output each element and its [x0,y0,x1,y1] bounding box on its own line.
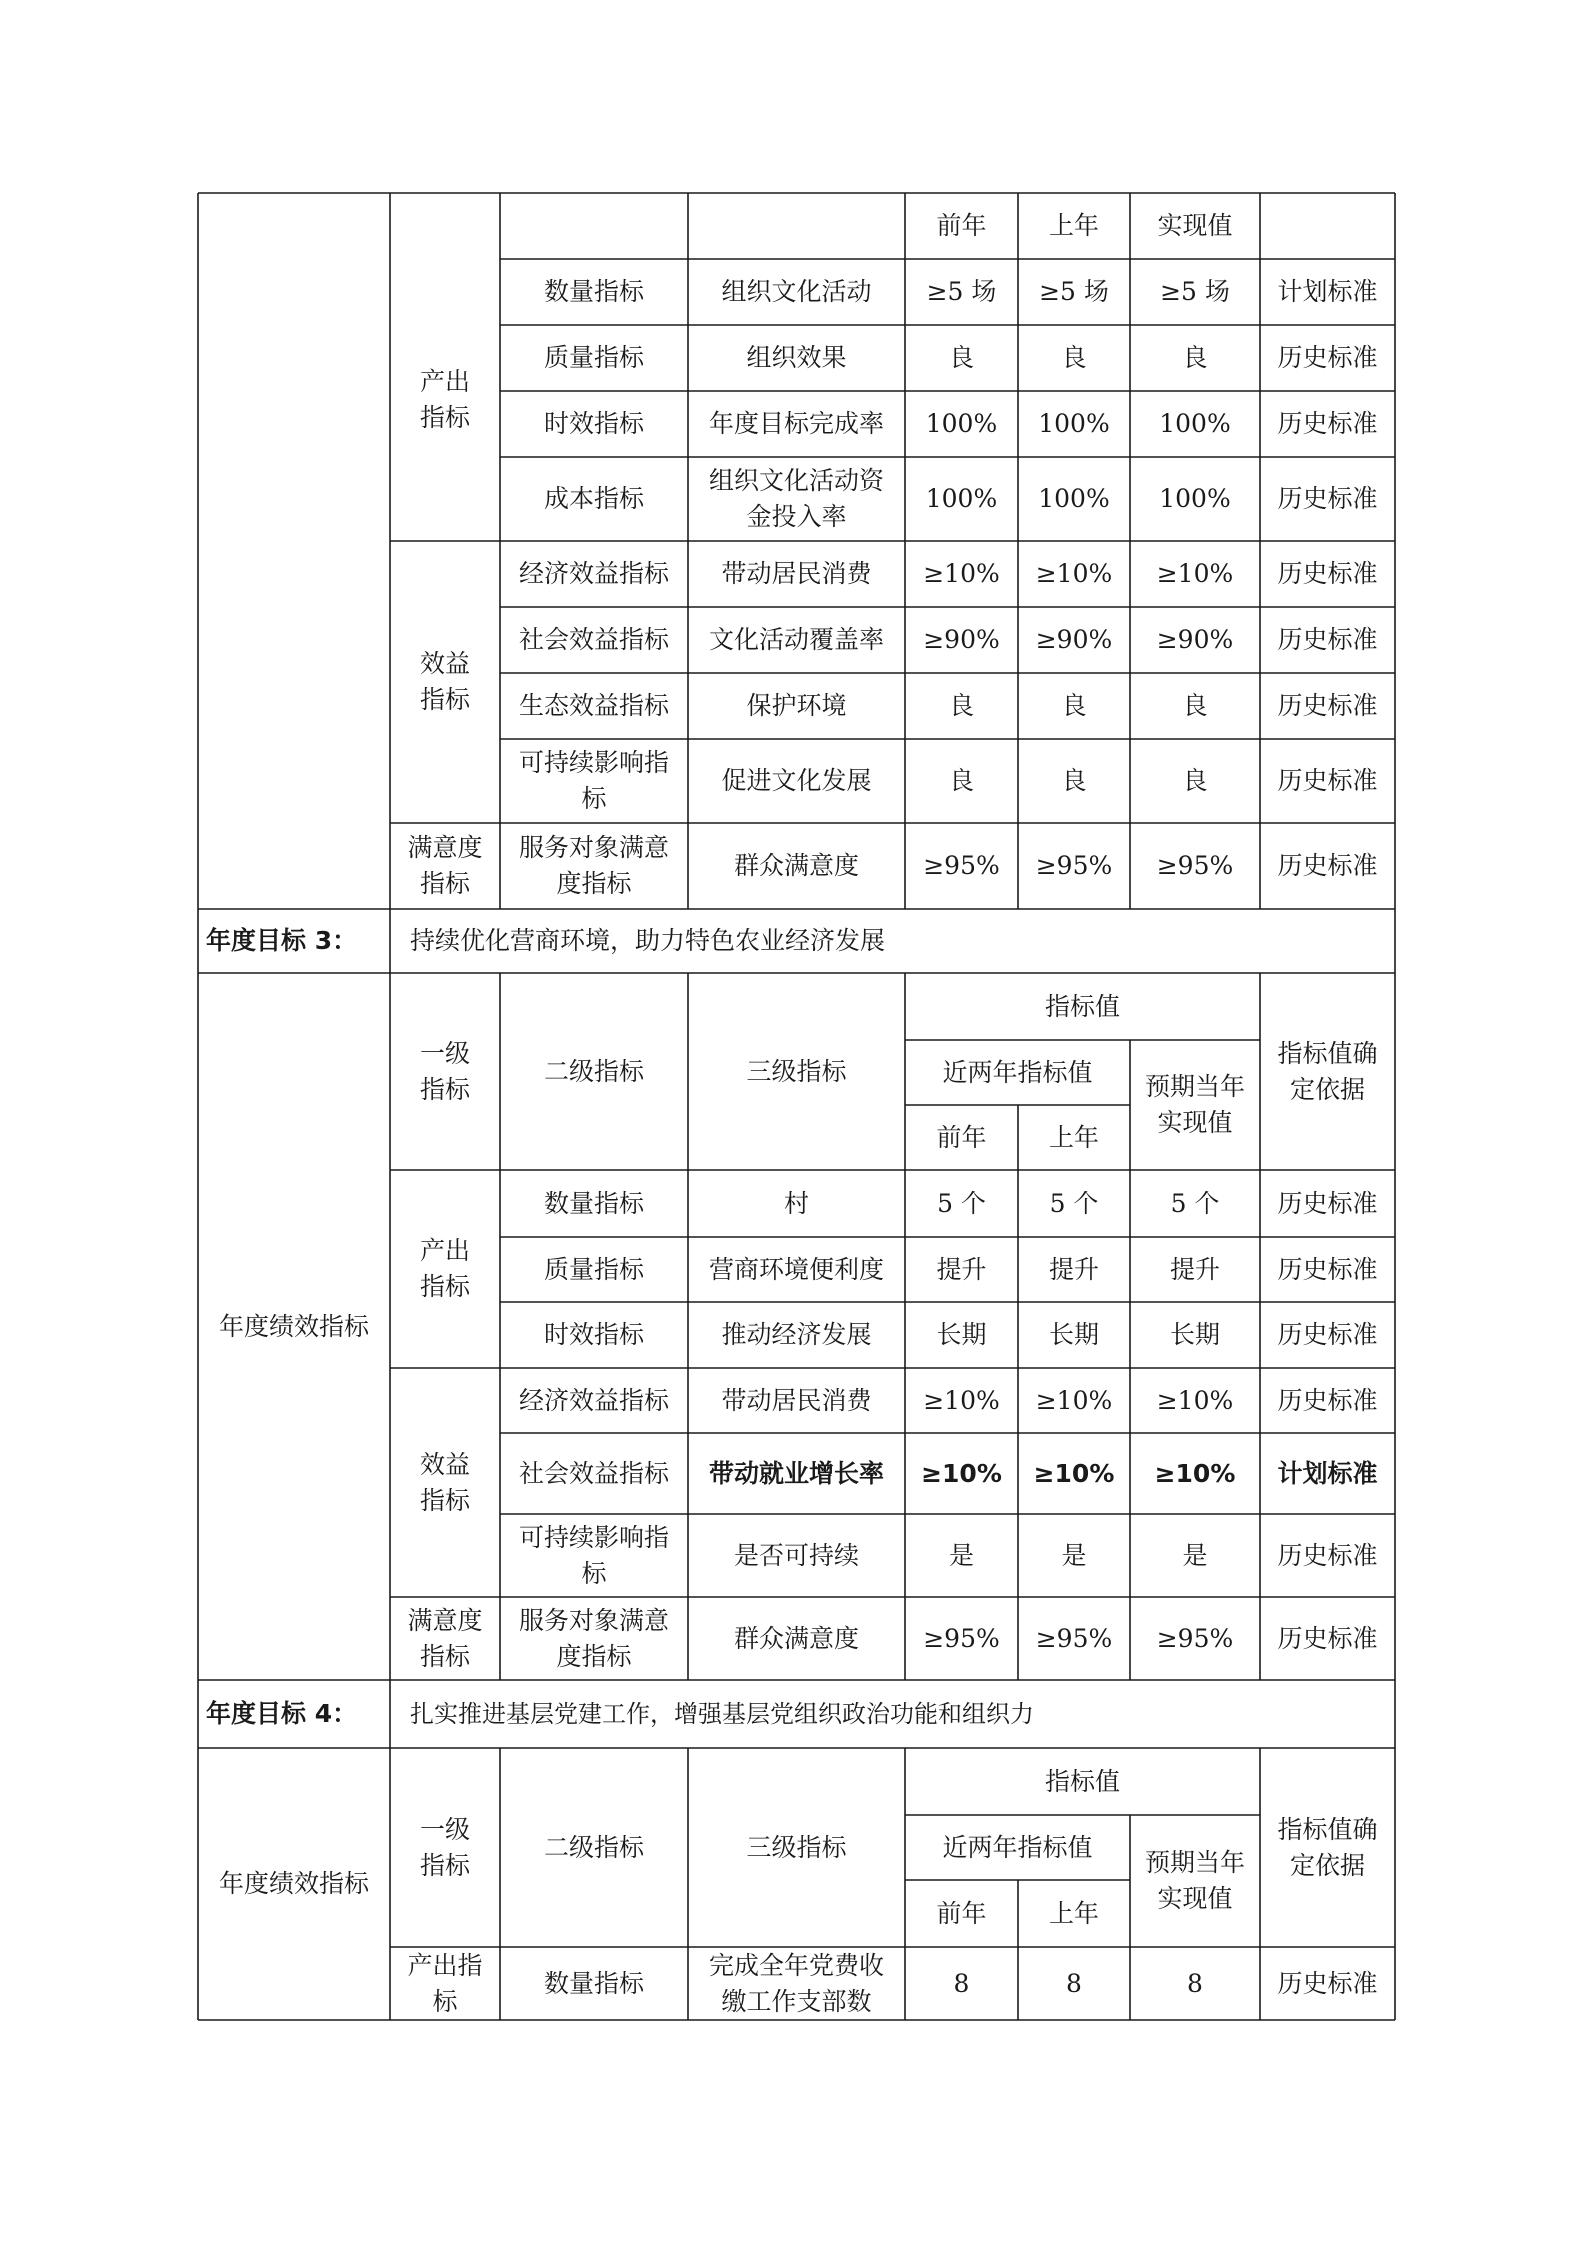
s1-row-3-expected-value: 100% [1159,484,1231,513]
goal3-satisfaction-label: 满意度 指标 [407,1605,483,1671]
goal3-row-2-expected-value: 长期 [1169,1320,1220,1349]
s1-row-2-basis: 历史标准 [1277,409,1378,438]
goal3-header-level2: 二级指标 [543,1056,644,1086]
s1-row-8-last-value: ≥95% [1035,851,1113,880]
goal4-output-label: 产出指 标 [407,1950,483,2016]
goal3-row-4-prev-value: ≥10% [921,1458,1002,1488]
s1-row-4-level3: 带动居民消费 [721,559,872,588]
s1-row-2-level2: 时效指标 [543,409,644,438]
s1-row-1-expected-value: 良 [1182,343,1208,372]
s1-row-4-expected-value: ≥10% [1156,559,1234,588]
s1-row-2-level3: 年度目标完成率 [708,409,884,438]
goal4-row-0-expected-value: 8 [1187,1968,1203,1998]
goal3-row-5-prev-value: 是 [948,1540,974,1570]
s1-prev-year-suffix: 年 [961,211,987,240]
goal4-header-level2: 二级指标 [543,1832,644,1862]
goal3-row-2-level2: 时效指标 [543,1320,644,1349]
goal3-row-1-level2: 质量指标 [543,1254,644,1284]
s1-row-0-level2: 数量指标 [543,277,644,306]
s1-row-7-basis: 历史标准 [1277,766,1378,795]
goal3-last-year [1018,1105,1130,1170]
goal3-row-6-level2: 服务对象满意 度指标 [518,1605,669,1671]
goal4-header-level3: 三级指标 [746,1832,847,1862]
s1-row-7-prev-value: 良 [948,766,974,795]
s1-prev-year-underline: 前 [936,211,962,240]
goal4-label: 年度目标 4： [206,1699,358,1728]
s1-row-4-level2: 经济效益指标 [518,559,669,588]
goal3-row-4-last-value: ≥10% [1033,1458,1115,1488]
s1-row-2-expected-value: 100% [1159,409,1231,438]
goal4-text: 扎实推进基层党建工作，增强基层党组织政治功能和组织力 [410,1700,1034,1728]
goal4-row-0-last-value: 8 [1066,1968,1082,1998]
goal4-last-year-suffix: 年 [1074,1898,1100,1928]
goal3-row-0-basis: 历史标准 [1277,1188,1378,1218]
s1-row-0-prev-value: ≥5 场 [926,277,997,306]
s1-row-4-basis: 历史标准 [1277,559,1378,588]
goal4-row-0-prev-value: 8 [953,1968,970,1998]
goal3-row-3-basis: 历史标准 [1277,1385,1378,1415]
goal4-last-year-underline: 上 [1048,1898,1074,1928]
goal3-header-index-value: 指标值 [1044,991,1120,1021]
goal3-label: 年度目标 3： [206,926,358,955]
s1-row-3-level2: 成本指标 [543,484,644,513]
s1-row-5-level3: 文化活动覆盖率 [708,625,884,654]
s1-row-2-prev-value: 100% [925,409,998,438]
s1-row-6-basis: 历史标准 [1277,691,1378,720]
goal3-row-0-level3: 村 [783,1188,809,1218]
goal4-last-year [1018,1880,1130,1947]
goal4-header-index-value: 指标值 [1044,1766,1120,1796]
s1-row-6-prev-value: 良 [948,691,974,720]
goal3-section-label: 年度绩效指标 [218,1311,369,1341]
s1-row-5-level2: 社会效益指标 [518,625,669,654]
goal3-row-6-level3: 群众满意度 [733,1623,859,1653]
goal3-row-5-expected-value: 是 [1182,1540,1208,1570]
s1-last-year [1018,193,1130,259]
goal3-row-2-level3: 推动经济发展 [721,1320,872,1349]
s1-row-1-level3: 组织效果 [746,343,847,372]
goal3-row-5-last-value: 是 [1061,1540,1087,1570]
goal3-row-1-expected-value: 提升 [1169,1254,1220,1284]
s1-satisfaction-label: 满意度 指标 [407,833,483,898]
goal3-row-4-basis: 计划标准 [1277,1458,1378,1488]
s1-row-5-prev-value: ≥90% [923,625,1000,654]
goal3-row-0-expected-value: 5 个 [1170,1188,1220,1218]
goal3-benefit-label: 效益 指标 [419,1449,470,1515]
goal3-header-basis: 指标值确 定依据 [1277,1038,1378,1104]
s1-row-3-basis: 历史标准 [1277,484,1378,513]
goal3-row-1-last-value: 提升 [1048,1254,1099,1284]
goal3-row-0-level2: 数量指标 [543,1188,644,1218]
s1-row-4-prev-value: ≥10% [923,559,1000,588]
goal3-row-0-last-value: 5 个 [1049,1188,1099,1218]
s1-last-year-suffix: 年 [1074,211,1100,240]
goal3-last-year-suffix: 年 [1074,1122,1100,1152]
s1-row-1-level2: 质量指标 [543,343,644,372]
goal3-row-4-level3: 带动就业增长率 [708,1458,884,1488]
goal4-section-label: 年度绩效指标 [218,1869,369,1898]
s1-row-7-last-value: 良 [1061,766,1087,795]
goal3-row-5-basis: 历史标准 [1277,1540,1378,1570]
goal4-row-0-basis: 历史标准 [1277,1968,1378,1998]
goal3-row-1-basis: 历史标准 [1277,1254,1378,1284]
s1-row-0-basis: 计划标准 [1277,277,1378,306]
s1-last-year-underline: 上 [1048,211,1074,240]
s1-row-7-expected-value: 良 [1182,766,1208,795]
s1-row-2-last-value: 100% [1038,409,1110,438]
s1-row-1-prev-value: 良 [948,343,974,372]
goal4-header-recent-two: 近两年指标值 [942,1832,1093,1862]
goal4-header-basis: 指标值确 定依据 [1277,1814,1378,1880]
s1-row-0-expected-value: ≥5 场 [1160,277,1230,306]
s1-row-5-last-value: ≥90% [1035,625,1113,654]
s1-row-3-level3: 组织文化活动资 金投入率 [708,466,884,531]
s1-output-label: 产出 指标 [419,367,470,432]
s1-row-5-expected-value: ≥90% [1156,625,1234,654]
s1-expected-cont: 实现值 [1157,211,1233,240]
goal4-prev-year-suffix: 年 [961,1898,987,1928]
goal3-row-2-last-value: 长期 [1048,1320,1099,1349]
goal4-prev-year [905,1880,1018,1947]
goal4-prev-year-underline: 前 [936,1898,962,1928]
goal3-header-level1: 一级 指标 [419,1038,470,1104]
goal3-text: 持续优化营商环境，助力特色农业经济发展 [410,926,886,955]
goal3-row-3-prev-value: ≥10% [923,1385,1000,1415]
s1-row-7-level2: 可持续影响指 标 [518,748,669,813]
s1-row-3-prev-value: 100% [925,484,998,513]
goal3-row-2-prev-value: 长期 [936,1320,987,1349]
goal3-row-6-basis: 历史标准 [1277,1623,1378,1653]
s1-benefit-label: 效益 指标 [419,649,470,714]
goal3-header-recent-two: 近两年指标值 [942,1057,1093,1087]
goal3-output-label: 产出 指标 [419,1236,470,1301]
goal3-row-1-prev-value: 提升 [936,1254,987,1284]
s1-row-0-last-value: ≥5 场 [1039,277,1109,306]
goal3-prev-year-underline: 前 [936,1122,962,1152]
goal3-row-5-level3: 是否可持续 [733,1540,859,1570]
s1-row-1-basis: 历史标准 [1277,343,1378,372]
goal3-header-expected: 预期当年 实现值 [1144,1072,1245,1137]
s1-prev-year [905,193,1018,259]
goal3-row-6-prev-value: ≥95% [923,1623,1000,1653]
s1-row-8-basis: 历史标准 [1277,851,1378,880]
goal3-row-4-level2: 社会效益指标 [518,1458,669,1488]
s1-row-4-last-value: ≥10% [1035,559,1113,588]
goal3-row-3-level2: 经济效益指标 [518,1385,669,1415]
s1-row-3-last-value: 100% [1038,484,1110,513]
s1-row-8-level3: 群众满意度 [733,851,859,880]
goal3-row-0-prev-value: 5 个 [937,1188,986,1218]
goal4-header-level1: 一级 指标 [419,1814,470,1880]
s1-row-6-expected-value: 良 [1182,691,1208,720]
goal3-prev-year-suffix: 年 [961,1122,987,1152]
goal3-prev-year [905,1105,1018,1170]
s1-row-1-last-value: 良 [1061,343,1087,372]
goal3-row-6-last-value: ≥95% [1035,1623,1113,1653]
goal3-row-3-expected-value: ≥10% [1156,1385,1234,1415]
goal4-row-0-level3: 完成全年党费收 缴工作支部数 [708,1950,884,2016]
goal4-row-0-level2: 数量指标 [543,1968,644,1998]
goal3-row-5-level2: 可持续影响指 标 [518,1522,669,1588]
goal3-row-6-expected-value: ≥95% [1156,1623,1234,1653]
goal3-row-2-basis: 历史标准 [1277,1320,1378,1349]
goal3-row-4-expected-value: ≥10% [1154,1458,1236,1488]
goal3-row-3-level3: 带动居民消费 [721,1385,872,1415]
s1-row-0-level3: 组织文化活动 [721,277,872,306]
goal3-header-level3: 三级指标 [746,1056,847,1086]
goal3-last-year-underline: 上 [1048,1122,1074,1152]
s1-row-7-level3: 促进文化发展 [721,766,872,795]
s1-row-6-level3: 保护环境 [746,691,847,720]
goal4-header-expected: 预期当年 实现值 [1144,1848,1245,1913]
s1-row-8-expected-value: ≥95% [1156,851,1234,880]
goal3-row-3-last-value: ≥10% [1035,1385,1113,1415]
goal3-row-1-level3: 营商环境便利度 [708,1254,884,1284]
s1-row-5-basis: 历史标准 [1277,625,1378,654]
s1-row-6-level2: 生态效益指标 [518,691,669,720]
s1-row-8-level2: 服务对象满意 度指标 [518,833,669,898]
s1-row-6-last-value: 良 [1061,691,1087,720]
s1-row-8-prev-value: ≥95% [923,851,1000,880]
